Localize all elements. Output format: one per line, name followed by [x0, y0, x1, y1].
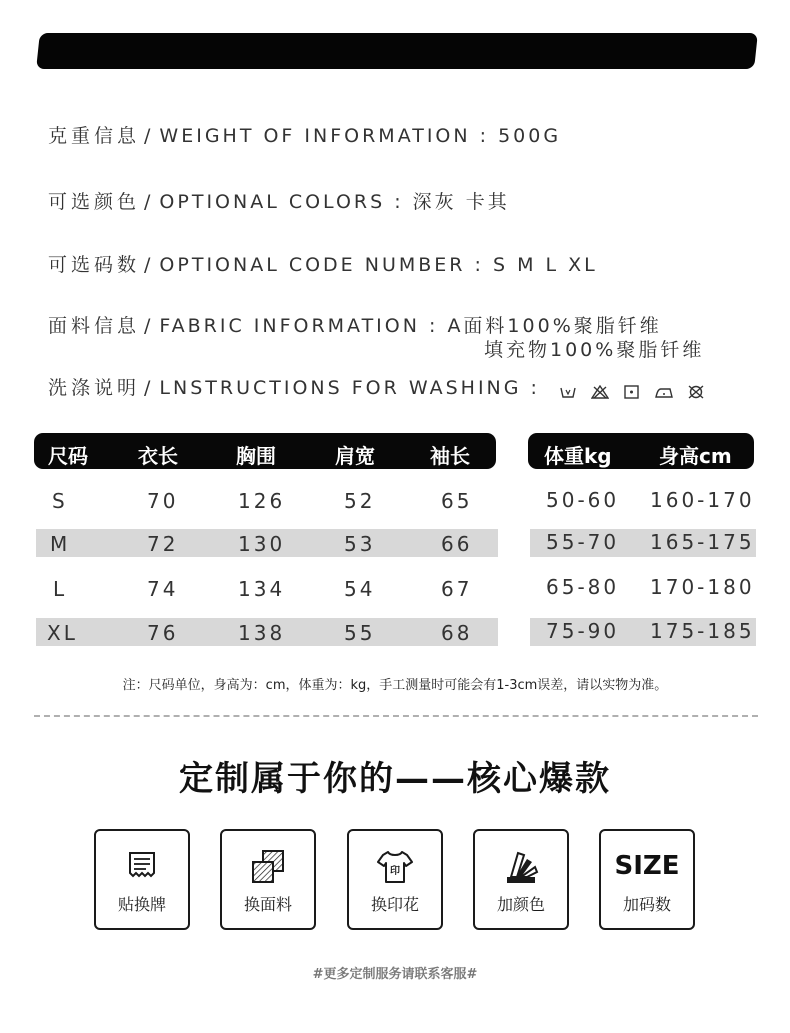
size-header-sleeve: 袖长 — [430, 444, 470, 468]
spec-sizes: 可选码数 / OPTIONAL CODE NUMBER : S M L XL — [48, 254, 598, 276]
spec-weight-value: 500G — [498, 125, 562, 147]
size-cell: 67 — [441, 577, 473, 601]
size-icon: SIZE — [614, 851, 680, 881]
size-cell: 76 — [147, 621, 179, 645]
fit-cell: 175-185 — [650, 619, 755, 643]
spec-colors: 可选颜色 / OPTIONAL COLORS : 深灰 卡其 — [48, 191, 510, 213]
iron-icon — [655, 382, 673, 396]
feature-label: 加颜色 — [496, 895, 545, 914]
size-cell: 55 — [344, 621, 376, 645]
size-cell: 134 — [238, 577, 286, 601]
feature-label: 贴换牌 — [117, 895, 166, 914]
size-cell: 130 — [238, 532, 286, 556]
fit-table-header — [528, 433, 754, 469]
spec-sizes-value: S M L XL — [492, 254, 598, 276]
spec-fabric-value: A面料100%聚脂钎维 — [447, 315, 662, 337]
size-cell: 126 — [238, 489, 286, 513]
tumble-dry-icon — [623, 382, 641, 396]
spec-weight-en: WEIGHT OF INFORMATION — [159, 125, 471, 147]
fit-cell: 65-80 — [546, 575, 620, 599]
no-bleach-icon — [591, 382, 609, 396]
spec-fabric-value-2: 填充物100%聚脂钎维 — [484, 339, 705, 361]
fit-header-weight: 体重kg — [544, 444, 612, 468]
feature-fabric — [220, 829, 316, 930]
size-cell: M — [50, 532, 71, 556]
feature-label: 换印花 — [370, 895, 419, 914]
size-cell: 70 — [147, 489, 179, 513]
spec-colors-value: 深灰 卡其 — [412, 191, 510, 213]
spec-fabric-cn: 面料信息 — [48, 315, 141, 337]
size-cell: L — [53, 577, 68, 601]
size-cell: XL — [47, 621, 78, 645]
top-banner — [36, 33, 758, 69]
size-cell: 54 — [344, 577, 376, 601]
wash-icons — [559, 382, 705, 396]
spec-washing-cn: 洗涤说明 — [48, 377, 141, 399]
size-header-length: 衣长 — [138, 444, 178, 468]
fit-cell: 75-90 — [546, 619, 620, 643]
size-header-shoulder: 肩宽 — [335, 444, 375, 468]
spec-colors-en: OPTIONAL COLORS — [159, 191, 386, 213]
feature-label: 加码数 — [622, 895, 671, 914]
feature-color — [473, 829, 569, 930]
spec-washing-en: LNSTRUCTIONS FOR WASHING — [159, 377, 522, 399]
fabric-icon — [248, 847, 288, 887]
footer-contact: #更多定制服务请联系客服# — [312, 967, 478, 982]
size-table-header — [34, 433, 496, 469]
dashed-divider — [34, 715, 758, 717]
size-cell: 68 — [441, 621, 473, 645]
tag-icon — [122, 847, 162, 887]
tshirt-print-icon — [375, 847, 415, 887]
spec-colors-cn: 可选颜色 — [48, 191, 141, 213]
feature-label: 换面料 — [243, 895, 292, 914]
size-header-size: 尺码 — [48, 444, 88, 468]
fit-cell: 165-175 — [650, 530, 755, 554]
size-note: 注：尺码单位，身高为：cm，体重为：kg，手工测量时可能会有1-3cm误差，请以实物为准。 — [122, 678, 668, 693]
size-cell: 52 — [344, 489, 376, 513]
spec-washing: 洗涤说明 / LNSTRUCTIONS FOR WASHING : — [48, 373, 705, 400]
customization-headline: 定制属于你的——核心爆款 — [179, 759, 611, 799]
spec-fabric-en: FABRIC INFORMATION — [159, 315, 420, 337]
feature-size — [599, 829, 695, 930]
color-swatch-icon — [501, 847, 541, 887]
fit-cell: 160-170 — [650, 488, 755, 512]
size-cell: S — [52, 489, 68, 513]
size-cell: 66 — [441, 532, 473, 556]
spec-weight-cn: 克重信息 — [48, 125, 141, 147]
size-cell: 53 — [344, 532, 376, 556]
hand-wash-icon — [559, 382, 577, 396]
feature-tag — [94, 829, 190, 930]
size-cell: 72 — [147, 532, 179, 556]
size-cell: 65 — [441, 489, 473, 513]
feature-print — [347, 829, 443, 930]
spec-weight: 克重信息 / WEIGHT OF INFORMATION : 500G — [48, 125, 562, 147]
fit-cell: 50-60 — [546, 488, 620, 512]
size-cell: 74 — [147, 577, 179, 601]
fit-cell: 170-180 — [650, 575, 755, 599]
no-dry-clean-icon — [687, 382, 705, 396]
spec-sizes-en: OPTIONAL CODE NUMBER — [159, 254, 466, 276]
fit-cell: 55-70 — [546, 530, 620, 554]
size-cell: 138 — [238, 621, 286, 645]
spec-sizes-cn: 可选码数 — [48, 254, 141, 276]
print-glyph: 印 — [390, 866, 400, 877]
size-header-chest: 胸围 — [236, 444, 276, 468]
fit-header-height: 身高cm — [659, 444, 732, 468]
spec-fabric: 面料信息 / FABRIC INFORMATION : A面料100%聚脂钎维 — [48, 315, 662, 337]
